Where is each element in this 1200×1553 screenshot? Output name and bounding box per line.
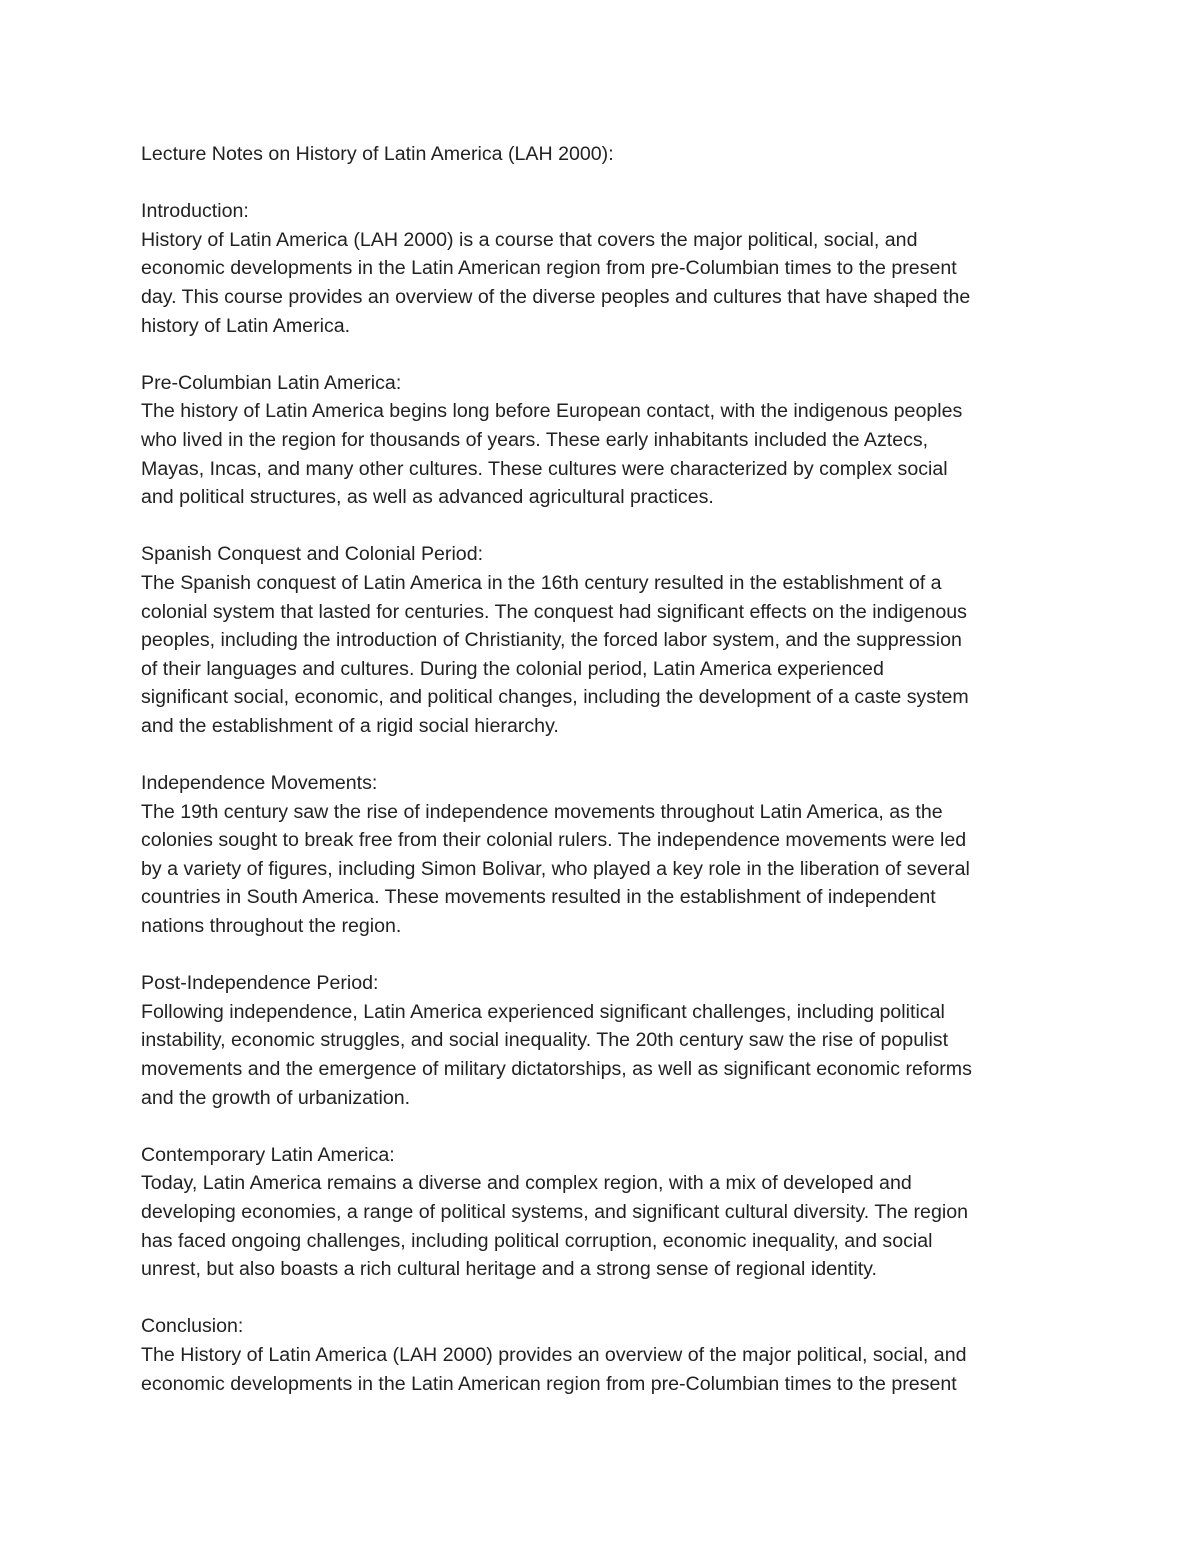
paragraph-line: history of Latin America. <box>141 314 351 337</box>
section-heading-pre-columbian: Pre-Columbian Latin America: <box>141 371 402 394</box>
paragraph-line: by a variety of figures, including Simon Bolivar, who played a key role in the liberation of several <box>141 857 970 880</box>
paragraph-line: Mayas, Incas, and many other cultures. These cultures were characterized by complex social <box>141 457 948 480</box>
paragraph-line: The History of Latin America (LAH 2000) provides an overview of the major political, social, and <box>141 1343 967 1366</box>
spacer <box>141 1284 1076 1313</box>
paragraph-line: The Spanish conquest of Latin America in the 16th century resulted in the establishment of a <box>141 571 942 594</box>
section-heading-introduction: Introduction: <box>141 200 249 223</box>
spacer <box>141 1112 1076 1141</box>
paragraph-line: The history of Latin America begins long before European contact, with the indigenous peoples <box>141 400 963 423</box>
paragraph-line: nations throughout the region. <box>141 915 402 938</box>
paragraph-line: instability, economic struggles, and social inequality. The 20th century saw the rise of populist <box>141 1029 949 1052</box>
spacer <box>141 512 1076 541</box>
paragraph-line: economic developments in the Latin American region from pre-Columbian times to the present <box>141 1372 957 1395</box>
spacer <box>141 340 1076 369</box>
paragraph-line: has faced ongoing challenges, including political corruption, economic inequality, and social <box>141 1229 933 1252</box>
section-heading-post-independence: Post-Independence Period: <box>141 972 379 995</box>
spacer <box>141 740 1076 769</box>
section-heading-contemporary: Contemporary Latin America: <box>141 1143 395 1166</box>
paragraph-line: and the growth of urbanization. <box>141 1086 411 1109</box>
paragraph-line: peoples, including the introduction of Christianity, the forced labor system, and the suppression <box>141 629 962 652</box>
paragraph-line: who lived in the region for thousands of years. These early inhabitants included the Aztecs, <box>141 428 929 451</box>
paragraph-line: developing economies, a range of political systems, and significant cultural diversity. The region <box>141 1200 969 1223</box>
paragraph-line: movements and the emergence of military dictatorships, as well as significant economic reforms <box>141 1058 972 1080</box>
paragraph-line: and political structures, as well as advanced agricultural practices. <box>141 486 714 509</box>
paragraph-line: economic developments in the Latin American region from pre-Columbian times to the present <box>141 257 957 280</box>
paragraph-line: countries in South America. These movements resulted in the establishment of independent <box>141 886 936 909</box>
document-title: Lecture Notes on History of Latin America (LAH 2000): <box>141 143 614 165</box>
paragraph-line: colonies sought to break free from their colonial rulers. The independence movements were led <box>141 829 967 852</box>
section-heading-spanish-conquest: Spanish Conquest and Colonial Period: <box>141 543 484 566</box>
spacer <box>141 169 1076 198</box>
paragraph-line: colonial system that lasted for centuries. The conquest had significant effects on the indigenous <box>141 600 967 623</box>
paragraph-line: and the establishment of a rigid social hierarchy. <box>141 714 559 737</box>
paragraph-line: History of Latin America (LAH 2000) is a course that covers the major political, social, and <box>141 228 918 251</box>
paragraph-line: significant social, economic, and political changes, including the development of a caste system <box>141 686 969 709</box>
paragraph-line: unrest, but also boasts a rich cultural heritage and a strong sense of regional identity. <box>141 1258 877 1281</box>
spacer <box>141 941 1076 970</box>
paragraph-line: The 19th century saw the rise of independence movements throughout Latin America, as the <box>141 800 943 823</box>
paragraph-line: Following independence, Latin America experienced significant challenges, including political <box>141 1000 945 1023</box>
section-heading-independence-movements: Independence Movements: <box>141 772 378 795</box>
document-page <box>141 140 1076 1398</box>
paragraph-line: of their languages and cultures. During the colonial period, Latin America experienced <box>141 657 884 680</box>
paragraph-line: day. This course provides an overview of the diverse peoples and cultures that have shaped the <box>141 285 971 308</box>
paragraph-line: Today, Latin America remains a diverse and complex region, with a mix of developed and <box>141 1172 912 1195</box>
section-heading-conclusion: Conclusion: <box>141 1315 244 1338</box>
